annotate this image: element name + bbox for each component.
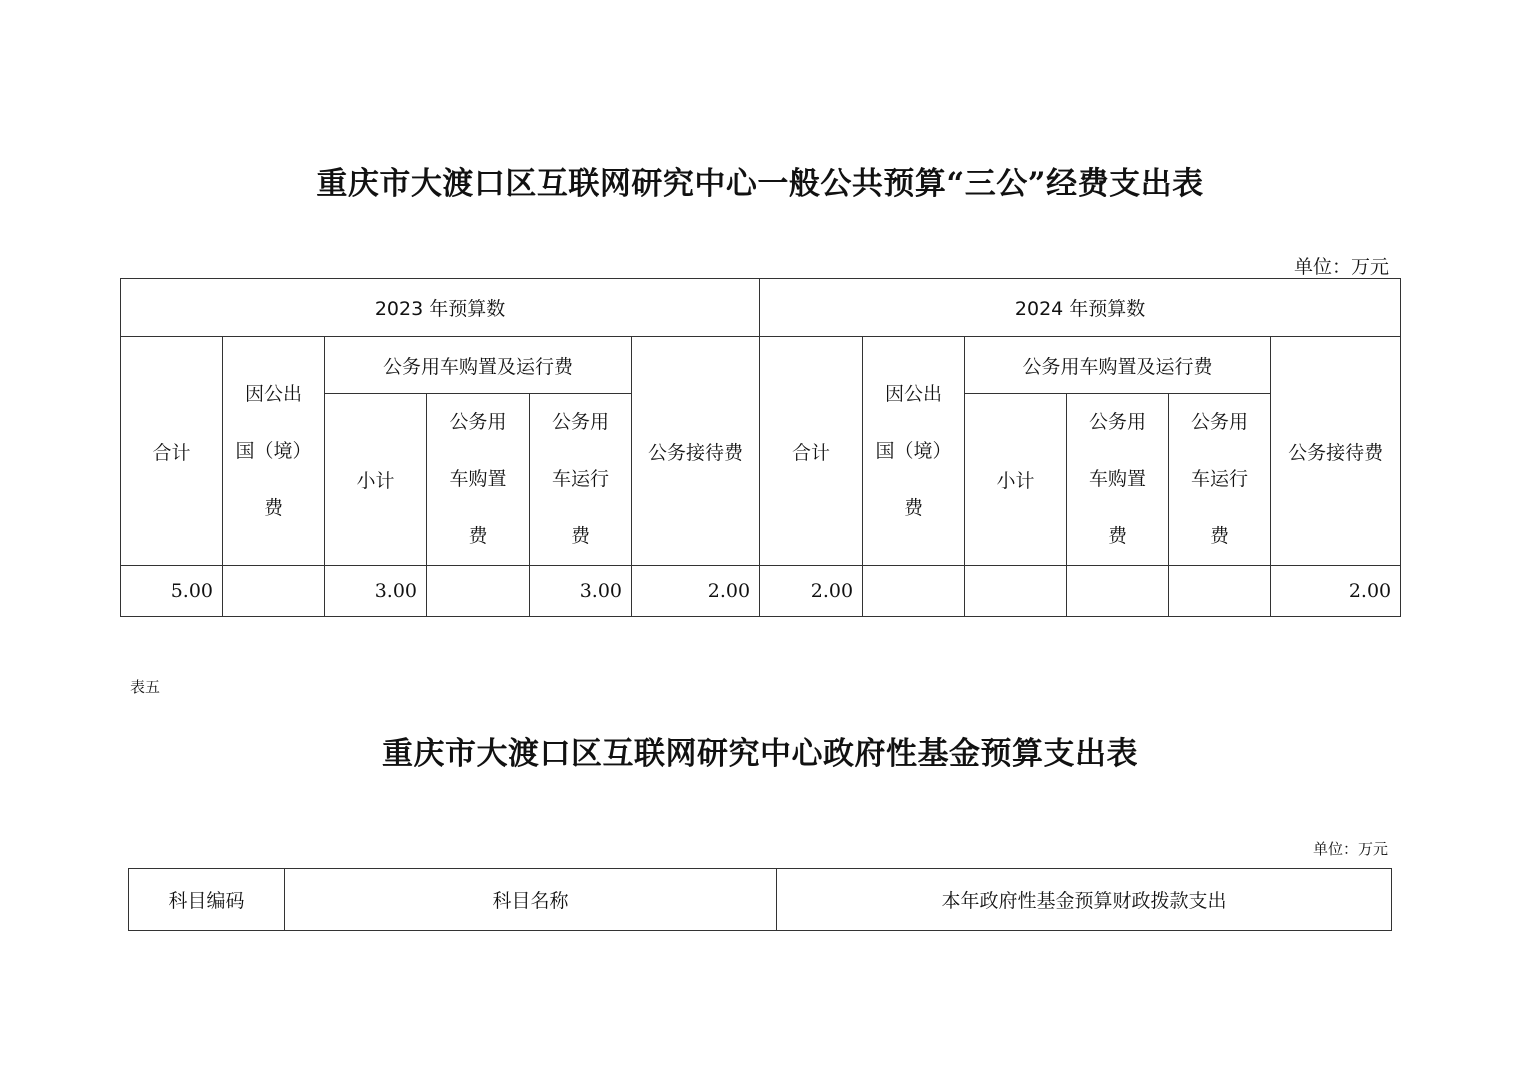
cell-car-operation-2023: 3.00: [530, 566, 632, 617]
table-row: [121, 566, 1401, 617]
header-car-group-2023: 公务用车购置及运行费: [325, 337, 632, 394]
header-car-group-2024: 公务用车购置及运行费: [965, 337, 1271, 394]
cell-abroad-2024: [863, 566, 965, 617]
table2-title: 重庆市大渡口区互联网研究中心政府性基金预算支出表: [382, 736, 1138, 772]
cell-reception-2024: 2.00: [1271, 566, 1401, 617]
header-subject-name: 科目名称: [285, 869, 777, 931]
header-abroad-2023: 因公出 国（境） 费: [223, 337, 325, 566]
cell-subtotal-2023: 3.00: [325, 566, 427, 617]
year-2023-header: 2023 年预算数: [121, 279, 760, 337]
header-fund-expenditure: 本年政府性基金预算财政拨款支出: [777, 869, 1392, 931]
cell-car-purchase-2023: [427, 566, 530, 617]
cell-subtotal-2024: [965, 566, 1067, 617]
cell-reception-2023: 2.00: [632, 566, 760, 617]
header-car-purchase-2023: 公务用 车购置 费: [427, 394, 530, 566]
header-car-operation-2023: 公务用 车运行 费: [530, 394, 632, 566]
header-total-2024: 合计: [760, 337, 863, 566]
cell-car-operation-2024: [1169, 566, 1271, 617]
header-total-2023: 合计: [121, 337, 223, 566]
table1-unit: 单位：万元: [1293, 256, 1389, 278]
table1-title: 重庆市大渡口区互联网研究中心一般公共预算“三公”经费支出表: [316, 166, 1204, 202]
header-abroad-2024: 因公出 国（境） 费: [863, 337, 965, 566]
cell-total-2024: 2.00: [760, 566, 863, 617]
table2-unit: 单位：万元: [1312, 840, 1388, 858]
header-subject-code: 科目编码: [129, 869, 285, 931]
government-fund-table: [128, 868, 1392, 931]
table-label: 表五: [130, 678, 161, 696]
header-car-operation-2024: 公务用 车运行 费: [1169, 394, 1271, 566]
header-car-purchase-2024: 公务用 车购置 费: [1067, 394, 1169, 566]
cell-total-2023: 5.00: [121, 566, 223, 617]
header-subtotal-2023: 小计: [325, 394, 427, 566]
cell-car-purchase-2024: [1067, 566, 1169, 617]
three-public-expenses-table: [120, 278, 1401, 617]
year-2024-header: 2024 年预算数: [760, 279, 1401, 337]
header-reception-2024: 公务接待费: [1271, 337, 1401, 566]
header-subtotal-2024: 小计: [965, 394, 1067, 566]
header-reception-2023: 公务接待费: [632, 337, 760, 566]
cell-abroad-2023: [223, 566, 325, 617]
